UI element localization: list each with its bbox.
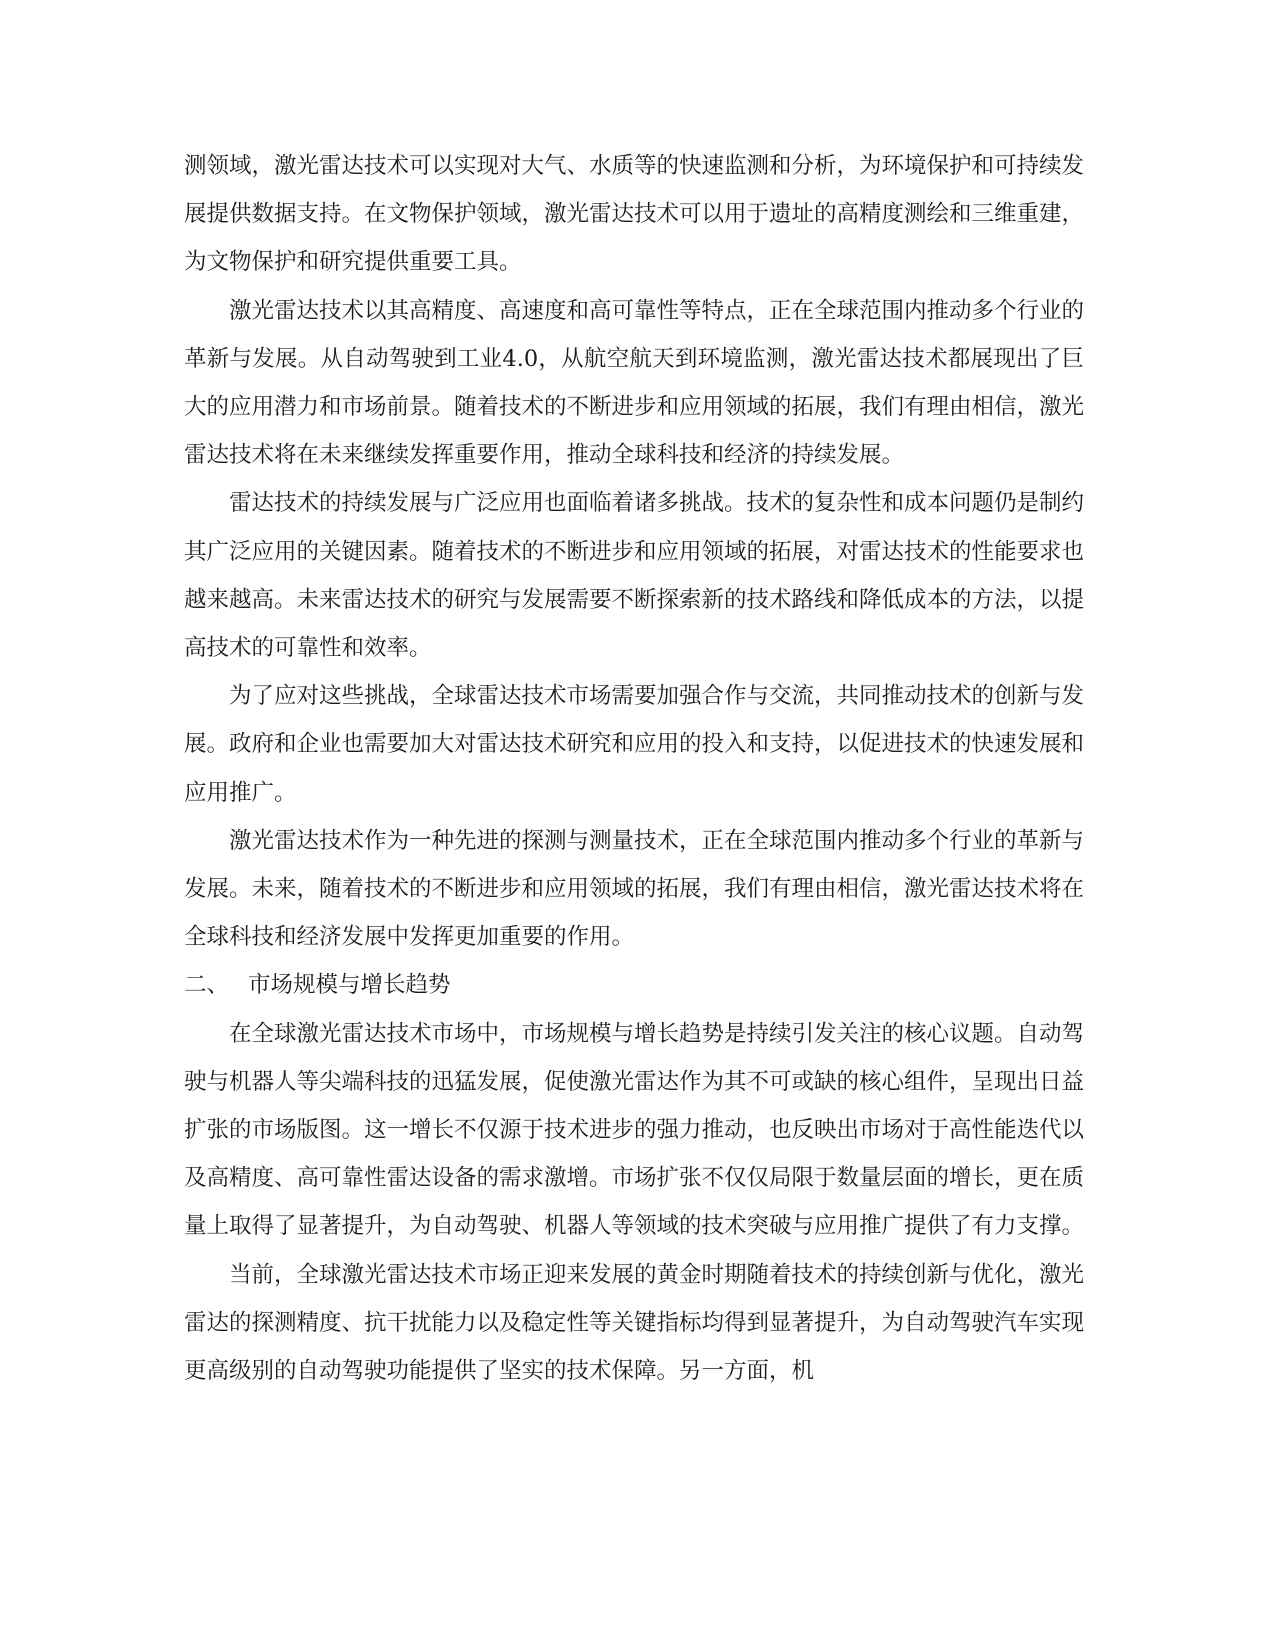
section-heading [184,961,1084,1009]
paragraph: 激光雷达技术作为一种先进的探测与测量技术，正在全球范围内推动多个行业的革新与发展。未来，随着技术的不断进步和应用领域的拓展，我们有理由相信，激光雷达技术将在全球科技和经济发展中发挥更加重要的作用。 [184,827,1085,951]
section-title: 市场规模与增长趋势 [248,972,451,999]
paragraph: 在全球激光雷达技术市场中，市场规模与增长趋势是持续引发关注的核心议题。自动驾驶与机器人等尖端科技的迅猛发展，促使激光雷达作为其不可或缺的核心组件，呈现出日益扩张的市场版图。这一增长不仅源于技术进步的强力推动，也反映出市场对于高性能迭代以及高精度、高可靠性雷达设备的需求激增。市场扩张不仅仅局限于数量层面的增长，更在质量上取得了显著提升，为自动驾驶、机器人等领域的技术突破与应用推广提供了有力支撑。 [184,1020,1085,1240]
paragraph: 激光雷达技术以其高精度、高速度和高可靠性等特点，正在全球范围内推动多个行业的革新与发展。从自动驾驶到工业4.0，从航空航天到环境监测，激光雷达技术都展现出了巨大的应用潜力和市场前景。随着技术的不断进步和应用领域的拓展，我们有理由相信，激光雷达技术将在未来继续发挥重要作用，推动全球科技和经济的持续发展。 [184,297,1085,469]
document-body [184,142,1084,1395]
paragraph: 为了应对这些挑战，全球雷达技术市场需要加强合作与交流，共同推动技术的创新与发展。政府和企业也需要加大对雷达技术研究和应用的投入和支持，以促进技术的快速发展和应用推广。 [184,683,1085,806]
paragraph: 当前，全球激光雷达技术市场正迎来发展的黄金时期随着技术的持续创新与优化，激光雷达的探测精度、抗干扰能力以及稳定性等关键指标均得到显著提升，为自动驾驶汽车实现更高级别的自动驾驶功能提供了坚实的技术保障。另一方面，机 [184,1261,1085,1385]
section-number: 二、 [184,972,230,999]
paragraph: 测领域，激光雷达技术可以实现对大气、水质等的快速监测和分析，为环境保护和可持续发展提供数据支持。在文物保护领域，激光雷达技术可以用于遗址的高精度测绘和三维重建，为文物保护和研究提供重要工具。 [184,153,1085,276]
paragraph: 雷达技术的持续发展与广泛应用也面临着诸多挑战。技术的复杂性和成本问题仍是制约其广泛应用的关键因素。随着技术的不断进步和应用领域的拓展，对雷达技术的性能要求也越来越高。未来雷达技术的研究与发展需要不断探索新的技术路线和降低成本的方法，以提高技术的可靠性和效率。 [184,490,1085,662]
